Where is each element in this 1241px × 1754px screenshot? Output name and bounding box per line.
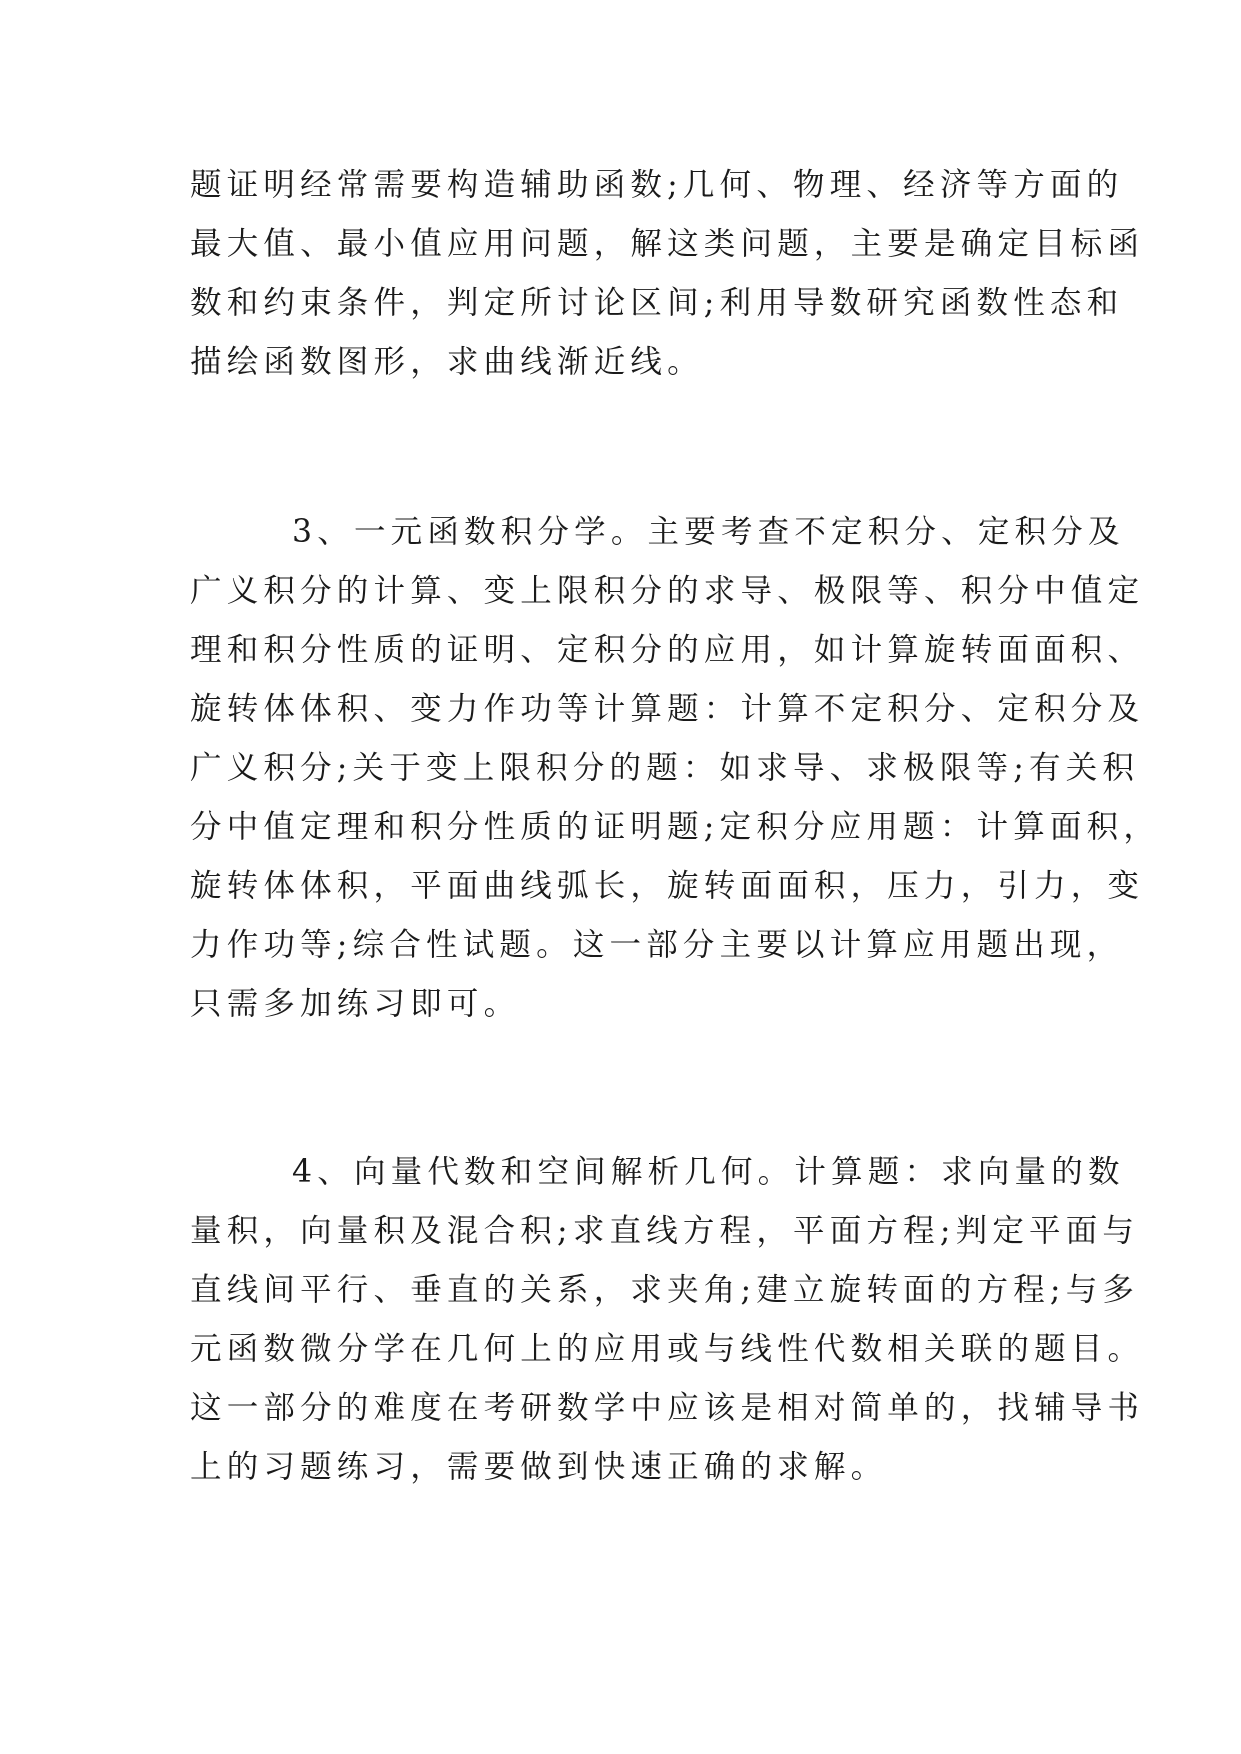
text-line: 3、一元函数积分学。主要考查不定积分、定积分及 [292,514,1125,550]
text-line: 旋转体体积、变力作功等计算题：计算不定积分、定积分及 [190,691,1145,727]
text-line: 直线间平行、垂直的关系，求夹角;建立旋转面的方程;与多 [190,1272,1140,1308]
text-line: 数和约束条件，判定所讨论区间;利用导数研究函数性态和 [190,285,1124,321]
paragraph-derivative-applications [190,156,1145,392]
text-line: 上的习题练习，需要做到快速正确的求解。 [190,1449,888,1485]
text-line: 量积，向量积及混合积;求直线方程，平面方程;判定平面与 [190,1213,1140,1249]
paragraph-vector-algebra-geometry [190,1143,1145,1497]
text-line: 只需多加练习即可。 [190,986,521,1022]
text-line: 力作功等;综合性试题。这一部分主要以计算应用题出现， [190,927,1124,963]
text-line: 最大值、最小值应用问题，解这类问题，主要是确定目标函 [190,226,1145,262]
text-line: 元函数微分学在几何上的应用或与线性代数相关联的题目。 [190,1331,1145,1367]
text-line: 描绘函数图形，求曲线渐近线。 [190,344,704,380]
text-line: 题证明经常需要构造辅助函数;几何、物理、经济等方面的 [190,167,1124,203]
text-line: 理和积分性质的证明、定积分的应用，如计算旋转面面积、 [190,632,1145,668]
text-line: 旋转体体积，平面曲线弧长，旋转面面积，压力，引力，变 [190,868,1145,904]
text-line: 4、向量代数和空间解析几何。计算题：求向量的数 [292,1154,1125,1190]
text-line: 分中值定理和积分性质的证明题;定积分应用题：计算面积， [190,809,1161,845]
paragraph-integral-calculus [190,503,1161,1034]
text-line: 广义积分的计算、变上限积分的求导、极限等、积分中值定 [190,573,1145,609]
text-line: 这一部分的难度在考研数学中应该是相对简单的，找辅导书 [190,1390,1145,1426]
text-line: 广义积分;关于变上限积分的题：如求导、求极限等;有关积 [190,750,1140,786]
